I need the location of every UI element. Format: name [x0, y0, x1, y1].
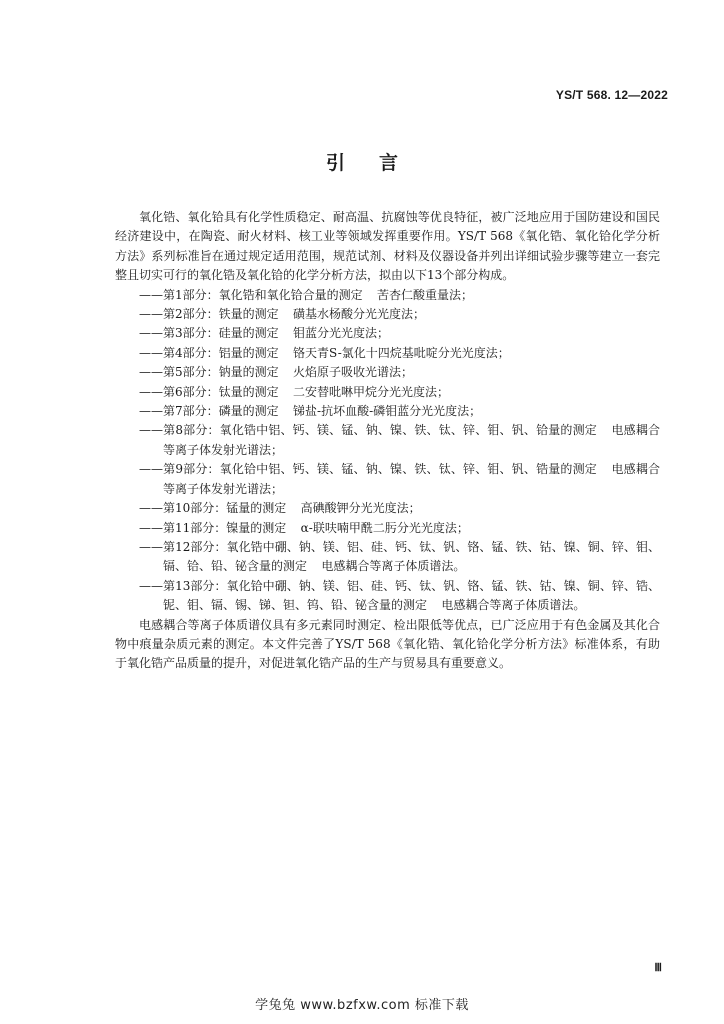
part-method: 电感耦合等离子体质谱法。 [321, 559, 466, 574]
part-method: 钼蓝分光光度法； [293, 326, 390, 341]
part-method: 电感耦合等离子体发射光谱法； [163, 423, 660, 457]
part-label: ——第5部分：钠量的测定 [139, 365, 279, 380]
part-label: ——第1部分：氧化锆和氧化铪合量的测定 [139, 287, 363, 302]
part-method: 电感耦合等离子体发射光谱法； [163, 462, 660, 496]
part-label: ——第6部分：钛量的测定 [139, 384, 279, 399]
part-item [139, 305, 660, 324]
parts-list [115, 286, 660, 616]
part-method: 锑盐-抗坏血酸-磷钼蓝分光光度法； [293, 404, 482, 419]
part-item [139, 538, 660, 577]
part-label: ——第9部分：氧化铪中铝、钙、镁、锰、钠、镍、铁、钛、锌、钼、钒、锆量的测定 [139, 462, 597, 477]
part-item [139, 402, 660, 421]
standard-code: YS/T 568. 12—2022 [555, 88, 668, 102]
part-label: ——第13部分：氧化铪中硼、钠、镁、铝、硅、钙、钛、钒、铬、锰、铁、钴、镍、铜、锌、锆、铌、钼、镉、锡、锑、钽、钨、铅、铋含量的测定 [139, 578, 660, 613]
part-item [139, 286, 660, 305]
part-method: 火焰原子吸收光谱法； [293, 365, 414, 380]
part-label: ——第2部分：铁量的测定 [139, 307, 279, 322]
part-method: 铬天青S-氯化十四烷基吡啶分光光度法； [293, 345, 510, 360]
part-method: 二安替吡啉甲烷分光光度法； [293, 384, 450, 399]
page-number: Ⅲ [654, 962, 662, 974]
part-item [139, 577, 660, 616]
part-method: 磺基水杨酸分光光度法； [293, 307, 426, 322]
part-item [139, 421, 660, 460]
part-item [139, 383, 660, 402]
part-label: ——第10部分：锰量的测定 [139, 501, 287, 516]
intro-paragraph: 氧化锆、氧化铪具有化学性质稳定、耐高温、抗腐蚀等优良特征，被广泛地应用于国防建设和国民经济建设中，在陶瓷、耐火材料、核工业等领域发挥重要作用。YS/T 568《氧化锆、氧化铪化学分析方法》系列标准旨在通过规定适用范围，规范试剂、材料及仪器设备并列出详细试验步骤等建立一套完整且切实可行的氧化锆及氧化铪的化学分析方法，拟由以下13个部分构成。 [115, 210, 660, 283]
part-method: α-联呋喃甲酰二肟分光光度法； [300, 520, 469, 535]
part-method: 电感耦合等离子体质谱法。 [441, 598, 586, 613]
page-title: 引言 [325, 152, 432, 174]
document-body [115, 208, 660, 674]
part-label: ——第7部分：磷量的测定 [139, 404, 279, 419]
part-label: ——第8部分：氧化锆中铝、钙、镁、锰、钠、镍、铁、钛、锌、钼、钒、铪量的测定 [139, 423, 597, 438]
part-item [139, 499, 660, 518]
part-label: ——第12部分：氧化锆中硼、钠、镁、铝、硅、钙、钛、钒、铬、锰、铁、钴、镍、铜、锌、钼、镉、铪、铅、铋含量的测定 [139, 539, 660, 574]
closing-paragraph: 电感耦合等离子体质谱仪具有多元素同时测定、检出限低等优点，已广泛应用于有色金属及其化合物中痕量杂质元素的测定。本文件完善了YS/T 568《氧化锆、氧化铪化学分析方法》标准体系，有助于氧化锆产品质量的提升，对促进氧化锆产品的生产与贸易具有重要意义。 [115, 617, 660, 671]
site-footer: 学兔兔 www.bzfxw.com 标准下载 [255, 998, 469, 1013]
part-label: ——第3部分：硅量的测定 [139, 326, 279, 341]
part-item [139, 324, 660, 343]
part-method: 苦杏仁酸重量法； [377, 287, 474, 302]
part-label: ——第11部分：镍量的测定 [139, 520, 287, 535]
part-item [139, 519, 660, 538]
part-item [139, 344, 660, 363]
part-item [139, 460, 660, 499]
part-method: 高碘酸钾分光光度法； [300, 501, 421, 516]
part-item [139, 363, 660, 382]
part-label: ——第4部分：铝量的测定 [139, 345, 279, 360]
